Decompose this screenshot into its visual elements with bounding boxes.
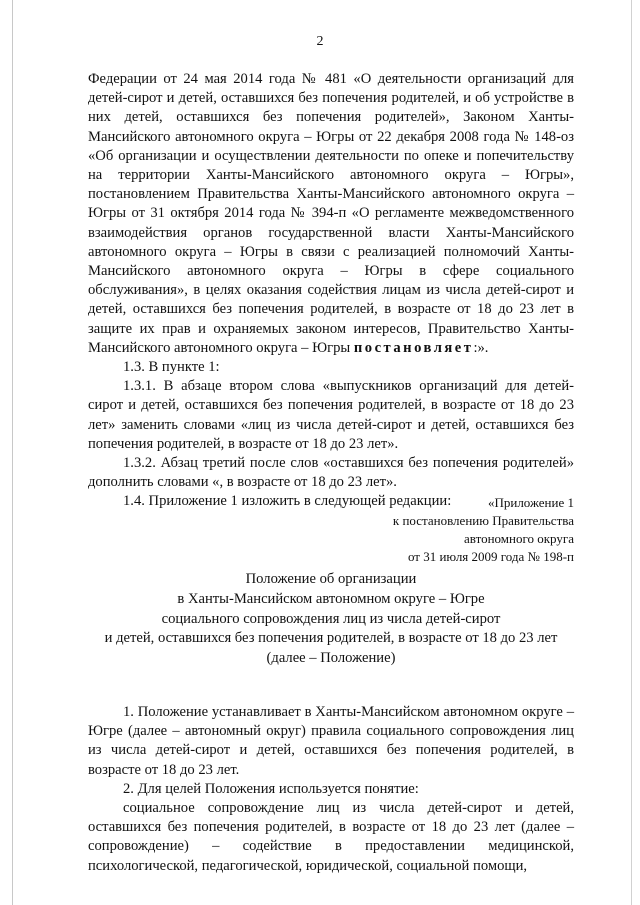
provision-2: 2. Для целей Положения используется понятие:: [123, 780, 419, 797]
intro-text: Федерации от 24 мая 2014 года № 481 «О деятельности организаций для детей-сирот и детей, оставшихся без попечения родителей, и об устройстве в них детей, оставшихся без попечения родителей», Законом Ханты-Мансийского автономного округа – Югры от 22 декабря 2008 года № 148-оз «Об организации и осуществлении деятельности по опеке и попечительству на территории Ханты-Мансийского автономного округа – Югры», постановлением Правительства Ханты-Мансийского автономного округа – Югры от 31 октября 2014 года № 394-п «О регламенте межведомственного взаимодействия органов государственной власти Ханты-Мансийского автономного округа – Югры в связи с реализацией полномочий Ханты-Мансийского автономного округа – Югры в сфере социального обслуживания», в целях оказания содействия лицам из числа детей-сирот и детей, оставшихся без попечения родителей, в возрасте от 18 до 23 лет в защите их прав и охраняемых законом интересов, Правительство Ханты-Мансийского автономного округа – Югры: [88, 71, 574, 356]
item-1-3-2: 1.3.2. Абзац третий после слов «оставшихся без попечения родителей» дополнить словами «, в возрасте от 18 до 23 лет».: [88, 455, 574, 491]
appendix-caption-line-2: к постановлению Правительства: [392, 513, 574, 528]
appendix-caption-line-3: автономного округа: [464, 531, 574, 546]
intro-tail: :».: [473, 339, 489, 356]
item-1-4: 1.4. Приложение 1 изложить в следующей редакции:: [123, 493, 452, 510]
scan-edge-right: [631, 0, 632, 905]
provision-definition: социальное сопровождение лиц из числа детей-сирот и детей, оставшихся без попечения родителей, в возрасте от 18 до 23 лет (далее – сопровождение) – содействие в предоставлении медицинской, психологической, педагогической, юридической, социальной помощи,: [88, 800, 574, 874]
document-body-top: [88, 70, 574, 512]
title-line-4: и детей, оставшихся без попечения родителей, в возрасте от 18 до 23 лет: [104, 630, 558, 647]
document-body-provisions: [88, 703, 574, 876]
appendix-caption: [393, 494, 574, 566]
item-1-3-1: 1.3.1. В абзаце втором слова «выпускников организаций для детей-сирот и детей, оставшихся без попечения родителей, в возрасте от 18 до 23 лет» заменить словами «лиц из числа детей-сирот и детей, оставшихся без попечения родителей, в возрасте от 18 до 23 лет».: [88, 378, 574, 452]
page-number: 2: [316, 34, 324, 49]
appendix-caption-line-4: от 31 июля 2009 года № 198-п: [407, 549, 574, 564]
decree-word: постановляет: [353, 339, 474, 356]
title-line-2: в Ханты-Мансийском автономном округе – Югре: [177, 590, 485, 607]
item-1-3: 1.3. В пункте 1:: [123, 359, 220, 376]
scan-edge-left: [12, 0, 13, 905]
title-line-1: Положение об организации: [245, 571, 417, 587]
provision-1: 1. Положение устанавливает в Ханты-Мансийском автономном округе – Югре (далее – автономный округ) правила социального сопровождения лиц из числа детей-сирот и детей, оставшихся без попечения родителей, в возрасте от 18 до 23 лет.: [88, 704, 574, 778]
intro-paragraph: [88, 70, 574, 358]
title-line-5: (далее – Положение): [266, 650, 396, 667]
regulation-title: [88, 570, 574, 669]
appendix-caption-line-1: «Приложение 1: [487, 495, 574, 510]
title-line-3: социального сопровождения лиц из числа детей-сирот: [161, 610, 501, 627]
